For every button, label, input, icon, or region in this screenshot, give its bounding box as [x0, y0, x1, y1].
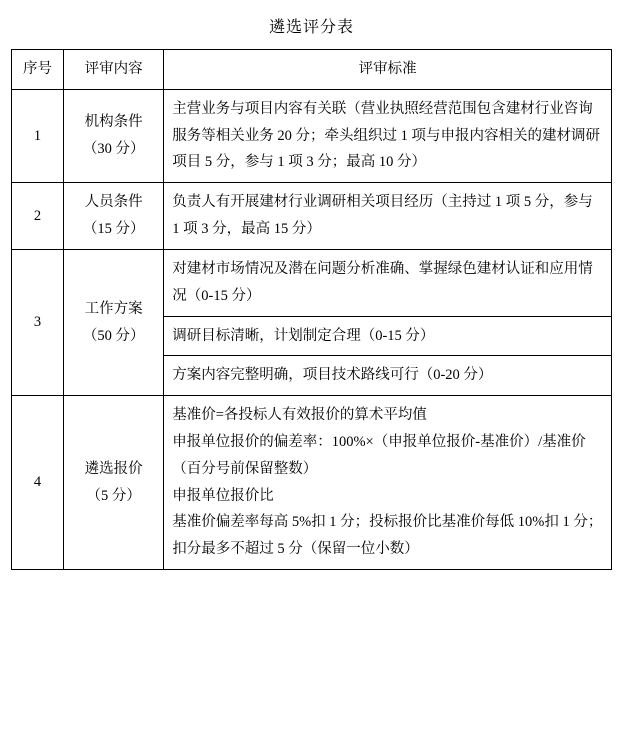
criteria-text: 基准价偏差率每高 5%扣 1 分；投标报价比基准价每低 10%扣 1 分；扣分最多不超过 5 分（保留一位小数） [172, 514, 603, 558]
criteria-text: 申报单位报价的偏差率：100%×（申报单位报价-基准价）/基准价（百分号前保留整数） [172, 433, 586, 477]
table-row [12, 249, 612, 316]
table-row [12, 89, 612, 182]
row-number: 3 [12, 249, 64, 395]
row-item [64, 396, 164, 570]
criteria-text: 主营业务与项目内容有关联（营业执照经营范围包含建材行业咨询服务等相关业务 20 分；牵头组织过 1 项与申报内容相关的建材调研项目 5 分，参与 1 项 3 分；最高 10 分） [172, 100, 600, 171]
column-header-criteria: 评审标准 [164, 50, 612, 90]
row-item-name: 人员条件 [84, 194, 143, 211]
criteria-text: 对建材市场情况及潜在问题分析准确、掌握绿色建材认证和应用情况（0-15 分） [172, 260, 593, 304]
row-criteria [164, 356, 612, 396]
column-header-item: 评审内容 [64, 50, 164, 90]
row-item-name: 工作方案 [84, 300, 143, 317]
criteria-text: 申报单位报价比 [172, 487, 274, 504]
row-criteria [164, 249, 612, 316]
row-criteria [164, 183, 612, 250]
row-item-points: （15 分） [82, 221, 145, 238]
row-item-points: （30 分） [82, 141, 145, 158]
row-item [64, 183, 164, 250]
row-criteria [164, 316, 612, 356]
page-title: 遴选评分表 [268, 19, 354, 36]
criteria-text: 方案内容完整明确，项目技术路线可行（0-20 分） [172, 367, 493, 384]
row-number: 4 [12, 396, 64, 570]
row-item [64, 249, 164, 395]
table-row [12, 183, 612, 250]
criteria-text: 负责人有开展建材行业调研相关项目经历（主持过 1 项 5 分，参与 1 项 3 分，最高 15 分） [172, 194, 593, 238]
row-criteria [164, 396, 612, 570]
row-number: 1 [12, 89, 64, 182]
table-row [12, 396, 612, 570]
row-number: 2 [12, 183, 64, 250]
row-item [64, 89, 164, 182]
criteria-text: 基准价=各投标人有效报价的算术平均值 [172, 407, 427, 424]
row-criteria [164, 89, 612, 182]
row-item-points: （5 分） [86, 487, 141, 504]
table-header-row [12, 50, 612, 90]
scoring-table [11, 49, 612, 570]
row-item-points: （50 分） [82, 327, 145, 344]
row-item-name: 机构条件 [84, 114, 143, 131]
column-header-no: 序号 [12, 50, 64, 90]
criteria-text: 调研目标清晰，计划制定合理（0-15 分） [172, 327, 435, 344]
row-item-name: 遴选报价 [84, 460, 143, 477]
